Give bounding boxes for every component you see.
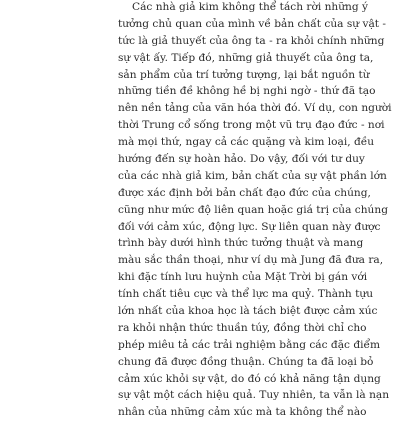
text-line: mà mọi thứ, ngay cả các quặng và kim loại, đều [118, 136, 375, 149]
text-line: hướng đến sự hoàn hảo. Do vậy, đối với tư duy [118, 153, 365, 166]
text-line: sản phẩm của trí tưởng tượng, lại bắt nguồn từ [118, 68, 370, 81]
body-text [118, 0, 392, 421]
text-line: nên nền tảng của văn hóa thời đó. Ví dụ, con người [118, 102, 392, 115]
text-line: trình bày dưới hình thức tưởng thuật và mang [118, 237, 364, 250]
text-line: được xác định bởi bản chất đạo đức của chúng, [118, 186, 371, 199]
text-line: phép miêu tả các trải nghiệm bằng các đặc điểm [118, 338, 381, 351]
text-line: đối với cảm xúc, động lực. Sự liên quan này được [118, 220, 381, 233]
text-line: tưởng chủ quan của mình về bản chất của sự vật - [118, 17, 386, 30]
text-line: những tiền đề không hề bị nghi ngờ - thứ đã tạo [118, 85, 376, 98]
text-line: lớn nhất của khoa học là tách biệt được cảm xúc [118, 305, 378, 318]
text-line: khi đặc tính lưu huỳnh của Mặt Trời bị gán với [118, 271, 368, 284]
text-line: Các nhà giả kim không thể tách rời những ý [132, 1, 369, 13]
text-line: chung đã được đồng thuận. Chúng ta đã loại bỏ [118, 355, 374, 368]
text-line: sự vật một cách hiệu quả. Tuy nhiên, ta vẫn là nạn [118, 389, 390, 402]
text-line: màu sắc thần thoại, như ví dụ mà Jung đã đưa ra, [118, 254, 384, 267]
text-line: tính chất tiêu cực và thể lực ma quỷ. Thành tựu [118, 288, 374, 301]
text-line: tức là giả thuyết của ông ta - ra khỏi chính những [118, 34, 385, 47]
text-line: của các nhà giả kim, bản chất của sự vật phần lớn [118, 169, 387, 182]
text-line: sự vật ấy. Tiếp đó, những giả thuyết của ông ta, [118, 51, 374, 64]
text-line: nhân của những cảm xúc mà ta không thể nào [118, 406, 367, 419]
text-line: cảm xúc khỏi sự vật, do đó có khả năng tận dụng [118, 372, 381, 385]
text-line: ra khỏi nhận thức thuần túy, đồng thời chỉ cho [118, 321, 367, 334]
text-line: thời Trung cổ sống trong một vũ trụ đạo đức - nơi [118, 119, 385, 132]
text-line: cũng như mức độ liên quan hoặc giá trị của chúng [118, 203, 388, 216]
